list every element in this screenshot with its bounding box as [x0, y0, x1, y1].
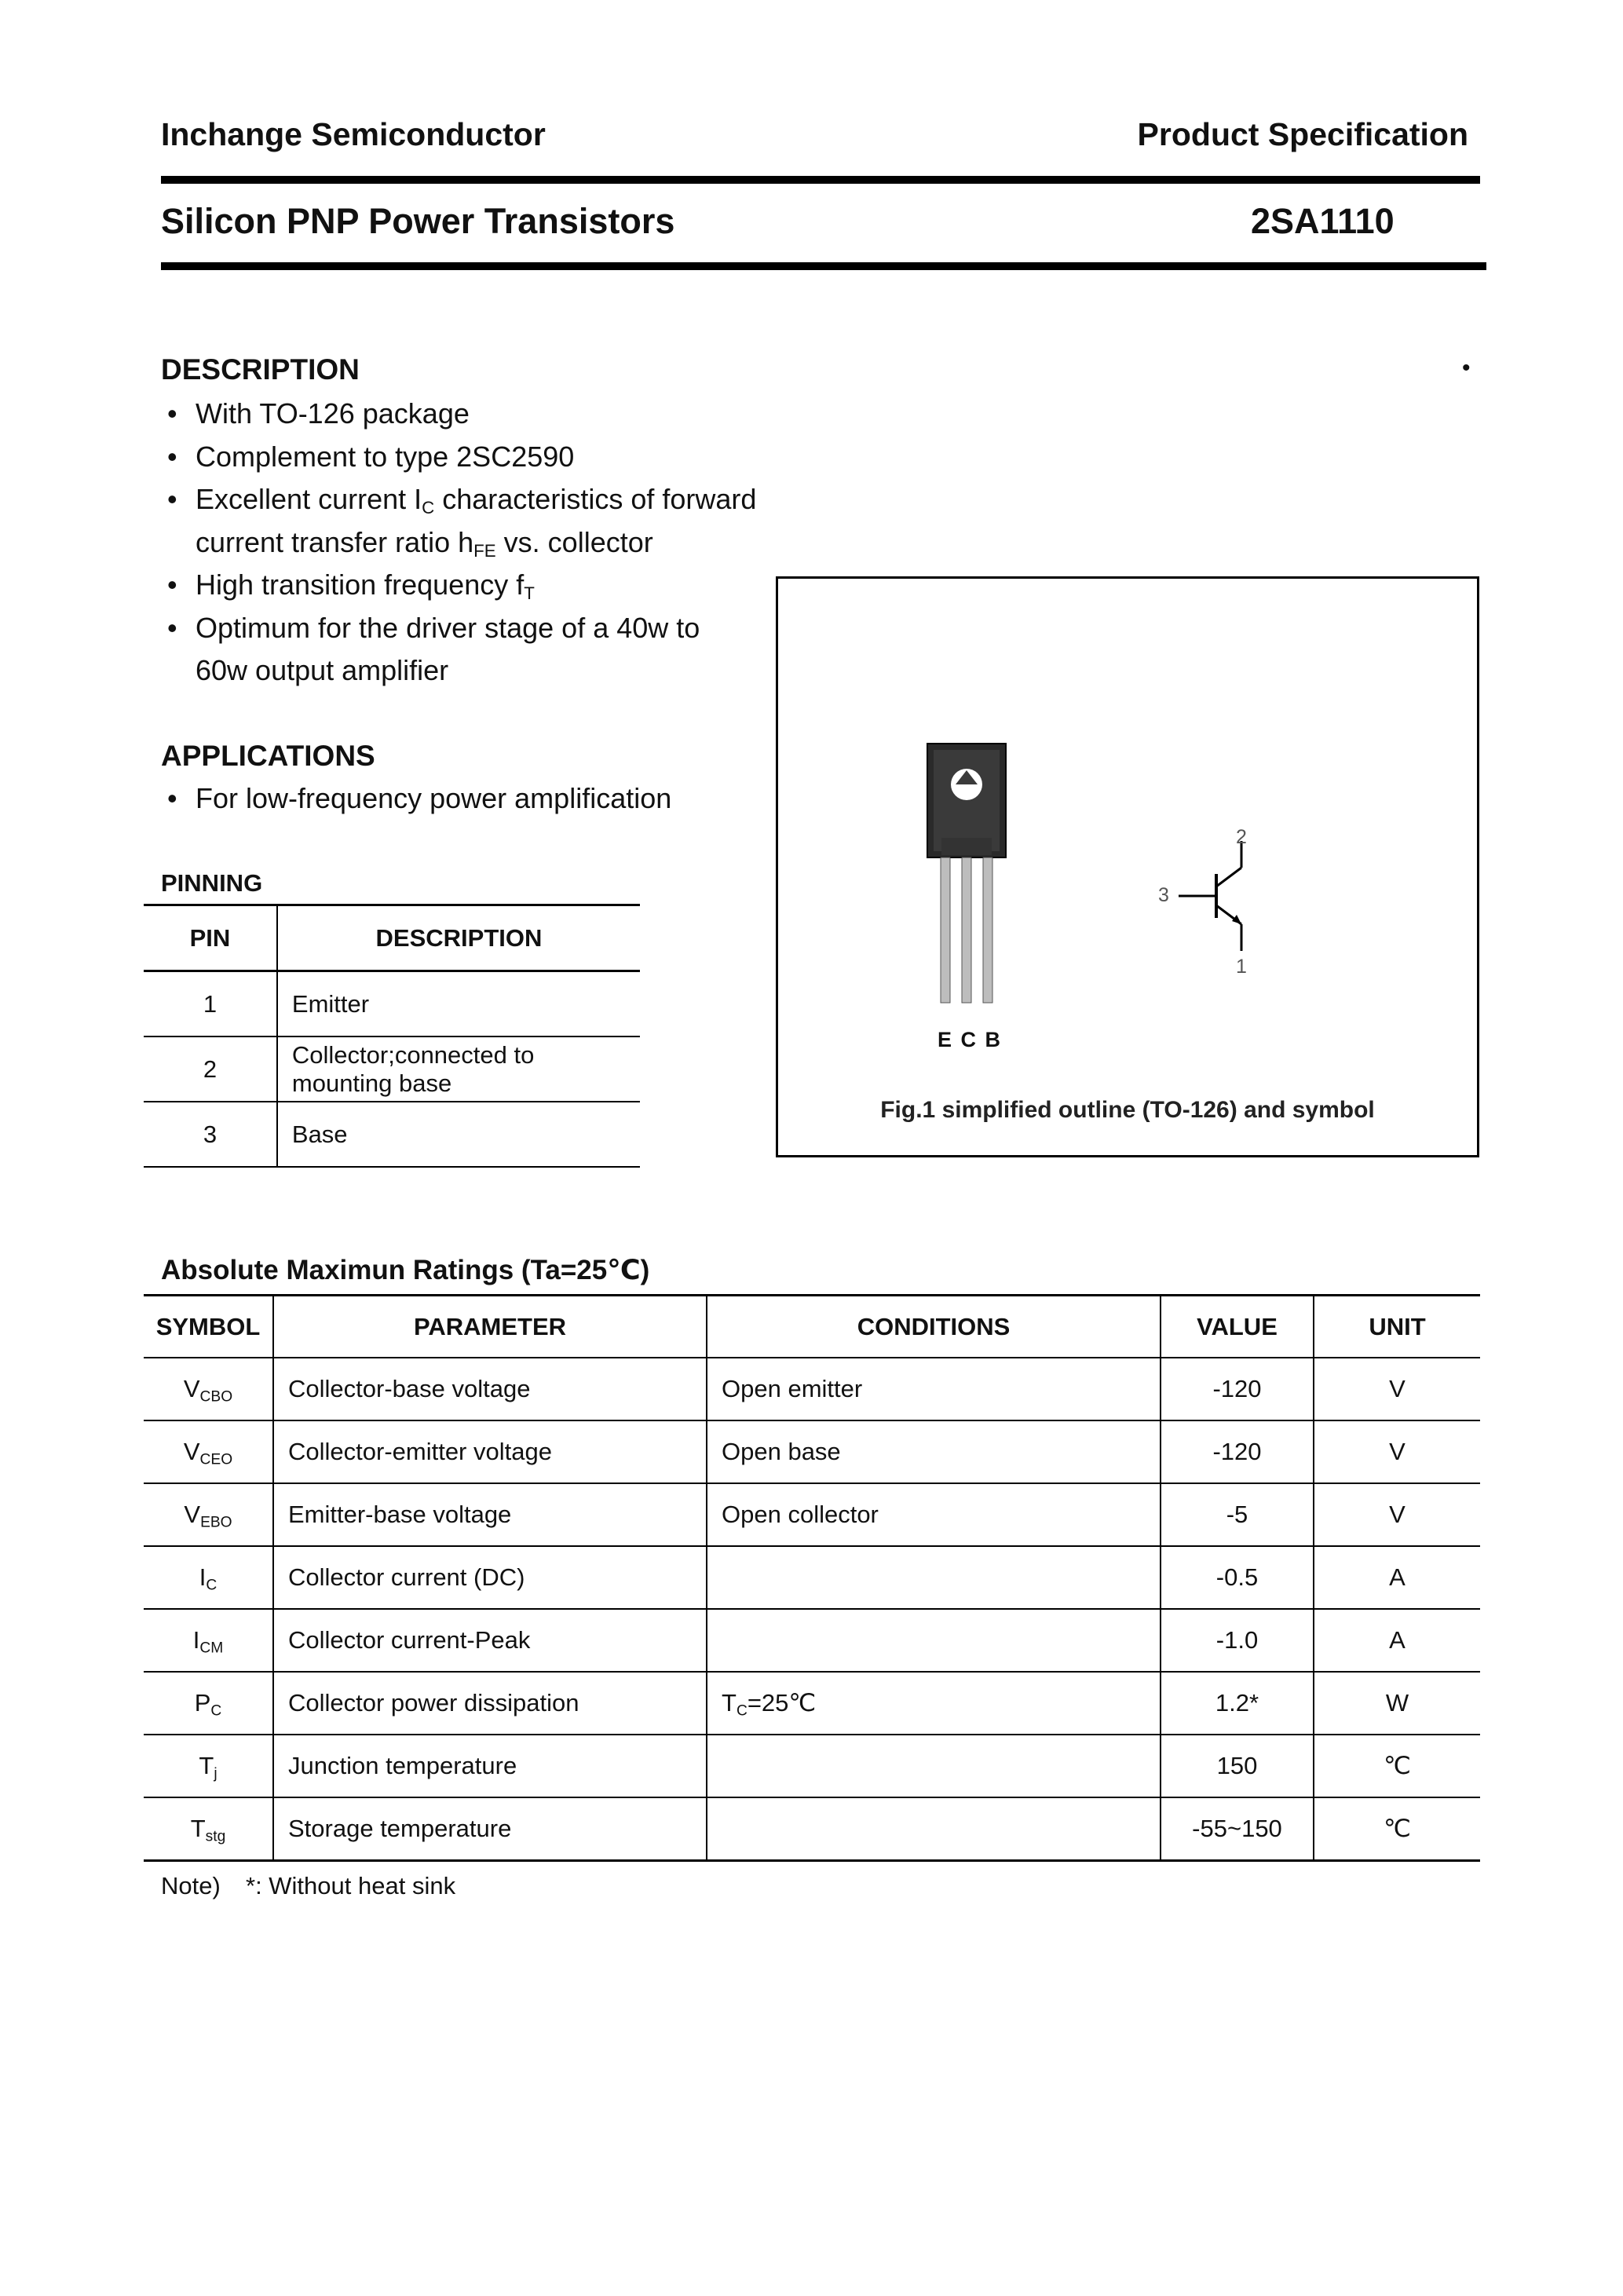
- rating-unit: ℃: [1314, 1797, 1480, 1861]
- rating-unit: A: [1314, 1546, 1480, 1609]
- title-rule: [161, 262, 1486, 270]
- rating-parameter: Collector current-Peak: [273, 1609, 707, 1672]
- value-column-header: VALUE: [1161, 1296, 1314, 1358]
- rating-value: -1.0: [1161, 1609, 1314, 1672]
- note-label: Note): [161, 1872, 221, 1899]
- rating-condition: Open collector: [707, 1483, 1161, 1546]
- rating-condition: $T_C=25℃$: [707, 1672, 1161, 1735]
- table-row: [144, 1609, 1480, 1672]
- rating-condition: [707, 1797, 1161, 1861]
- conditions-column-header: CONDITIONS: [707, 1296, 1161, 1358]
- rating-unit: W: [1314, 1672, 1480, 1735]
- table-row: [144, 1672, 1480, 1735]
- rating-symbol: $V_{CBO}$: [144, 1358, 273, 1420]
- description-item: • Excellent current $I_C$ characteristics of forward: [167, 483, 757, 518]
- description-column-header: DESCRIPTION: [277, 905, 640, 971]
- table-row: [144, 971, 640, 1037]
- rating-unit: V: [1314, 1358, 1480, 1420]
- header-rule: [161, 176, 1480, 184]
- symbol-pin-1-label: 1: [1236, 956, 1247, 978]
- table-row: [144, 1102, 640, 1167]
- rating-condition: Open emitter: [707, 1358, 1161, 1420]
- table-row: [144, 1797, 1480, 1861]
- pin-number: 1: [144, 971, 277, 1037]
- rating-parameter: Collector power dissipation: [273, 1672, 707, 1735]
- parameter-column-header: PARAMETER: [273, 1296, 707, 1358]
- rating-unit: V: [1314, 1483, 1480, 1546]
- ratings-table: [144, 1294, 1480, 1862]
- rating-value: 150: [1161, 1735, 1314, 1797]
- pin-number: 2: [144, 1036, 277, 1102]
- rating-condition: [707, 1735, 1161, 1797]
- rating-condition: Open base: [707, 1420, 1161, 1483]
- symbol-column-header: SYMBOL: [144, 1296, 273, 1358]
- rating-value: -5: [1161, 1483, 1314, 1546]
- rating-symbol: $V_{CEO}$: [144, 1420, 273, 1483]
- part-number: 2SA1110: [1251, 201, 1395, 241]
- description-item: • High transition frequency $f_T$: [167, 569, 535, 604]
- rating-unit: ℃: [1314, 1735, 1480, 1797]
- pinning-heading: PINNING: [161, 869, 263, 897]
- rating-value: -0.5: [1161, 1546, 1314, 1609]
- pin-description: Emitter: [277, 971, 640, 1037]
- pinning-header-row: [144, 905, 640, 971]
- table-row: [144, 1546, 1480, 1609]
- document-type: Product Specification: [1137, 116, 1468, 152]
- rating-symbol: $V_{EBO}$: [144, 1483, 273, 1546]
- description-item: • With TO-126 package: [167, 397, 470, 430]
- table-row: [144, 1420, 1480, 1483]
- applications-heading: APPLICATIONS: [161, 740, 375, 772]
- table-row: [144, 1735, 1480, 1797]
- figure-box: [776, 576, 1479, 1157]
- applications-list: [167, 777, 671, 821]
- leads-label: E C B: [938, 1028, 1003, 1051]
- description-item-continued: 60w output amplifier: [196, 654, 449, 686]
- rating-symbol: $I_C$: [144, 1546, 273, 1609]
- figure-caption: Fig.1 simplified outline (TO-126) and symbol: [880, 1097, 1375, 1123]
- rating-value: 1.2*: [1161, 1672, 1314, 1735]
- rating-unit: A: [1314, 1609, 1480, 1672]
- rating-parameter: Collector-emitter voltage: [273, 1420, 707, 1483]
- rating-unit: V: [1314, 1420, 1480, 1483]
- rating-parameter: Storage temperature: [273, 1797, 707, 1861]
- rating-parameter: Collector-base voltage: [273, 1358, 707, 1420]
- rating-symbol: $I_{CM}$: [144, 1609, 273, 1672]
- rating-parameter: Collector current (DC): [273, 1546, 707, 1609]
- pin-column-header: PIN: [144, 905, 277, 971]
- pin-description: Base: [277, 1102, 640, 1167]
- bullet-mark: •: [1462, 355, 1471, 381]
- description-item-continued: current transfer ratio $h_{FE}$ vs. collector: [196, 525, 653, 561]
- application-item: • For low-frequency power amplification: [167, 782, 672, 814]
- rating-value: -120: [1161, 1358, 1314, 1420]
- ratings-header-row: [144, 1296, 1480, 1358]
- rating-condition: [707, 1609, 1161, 1672]
- symbol-pin-3-label: 3: [1158, 884, 1169, 906]
- rating-symbol: $P_C$: [144, 1672, 273, 1735]
- symbol-pin-2-label: 2: [1236, 826, 1247, 848]
- package-outline-drawing: [778, 579, 1477, 1155]
- table-row: [144, 1358, 1480, 1420]
- unit-column-header: UNIT: [1314, 1296, 1480, 1358]
- rating-symbol: $T_{stg}$: [144, 1797, 273, 1861]
- rating-parameter: Junction temperature: [273, 1735, 707, 1797]
- table-row: [144, 1483, 1480, 1546]
- product-line: Silicon PNP Power Transistors: [161, 201, 675, 241]
- pin-description: Collector;connected to mounting base: [277, 1036, 640, 1102]
- pinning-table: [144, 904, 640, 1168]
- description-heading: DESCRIPTION: [161, 353, 360, 386]
- table-row: [144, 1036, 640, 1102]
- pin-number: 3: [144, 1102, 277, 1167]
- description-item: • Complement to type 2SC2590: [167, 440, 575, 473]
- company-name: Inchange Semiconductor: [161, 116, 546, 152]
- description-item: • Optimum for the driver stage of a 40w to: [167, 611, 700, 644]
- rating-condition: [707, 1546, 1161, 1609]
- ratings-heading: Absolute Maximun Ratings (Ta=25℃): [161, 1255, 650, 1285]
- description-list: [167, 393, 795, 693]
- note-text: *: Without heat sink: [246, 1872, 456, 1899]
- rating-symbol: $T_j$: [144, 1735, 273, 1797]
- rating-parameter: Emitter-base voltage: [273, 1483, 707, 1546]
- rating-value: -55~150: [1161, 1797, 1314, 1861]
- rating-value: -120: [1161, 1420, 1314, 1483]
